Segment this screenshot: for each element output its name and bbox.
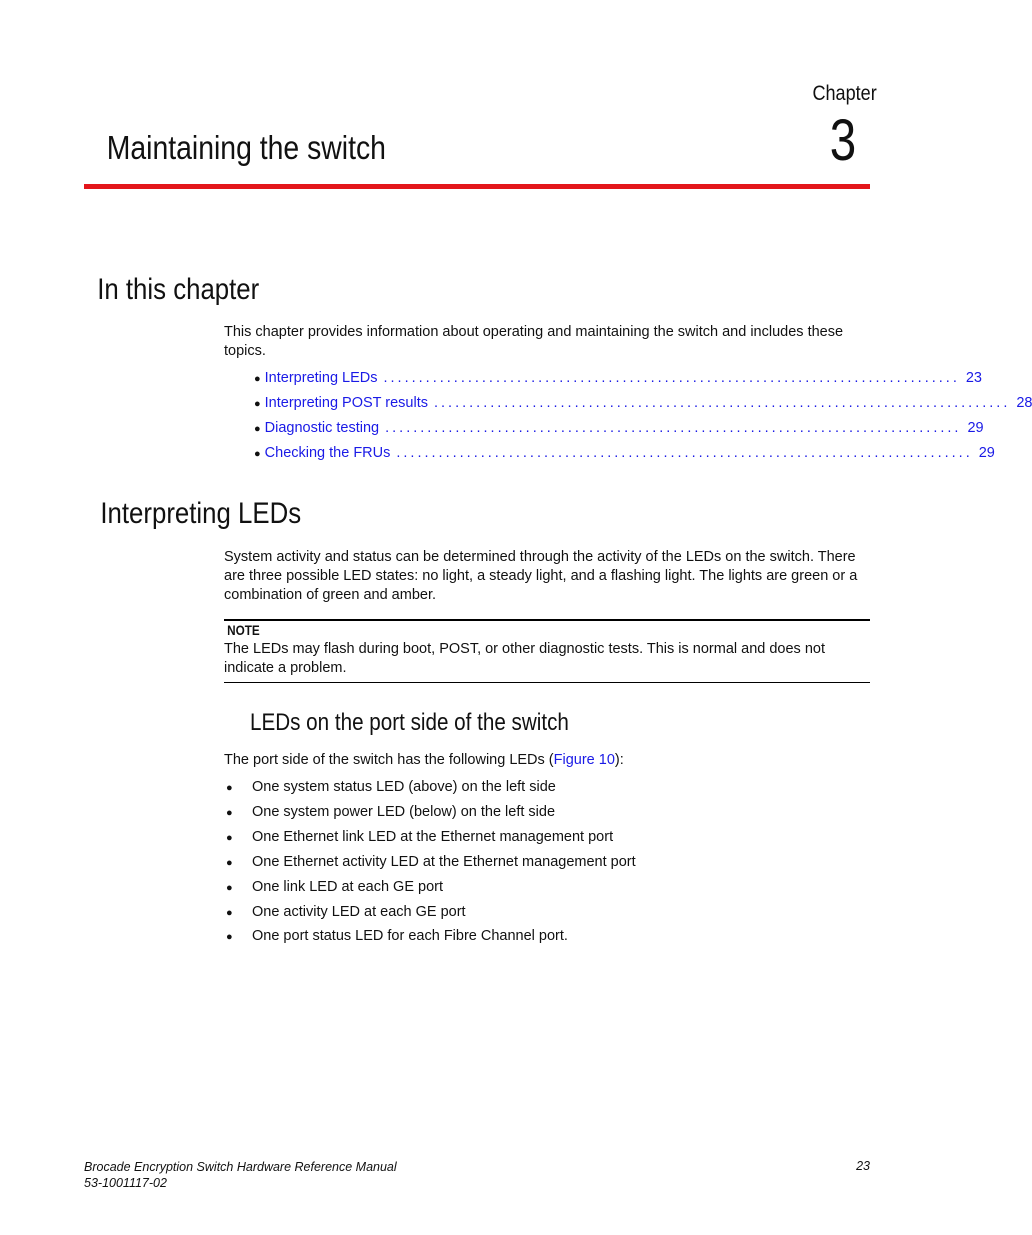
list-item-text: One system status LED (above) on the left side [252,779,556,795]
bullet-icon: ● [226,782,233,794]
port-intro-text-end: ): [614,752,624,768]
list-item [226,927,568,947]
toc-leader-dots: .................................................................................. [385,420,962,436]
footer-manual-title: Brocade Encryption Switch Hardware Reference Manual [84,1160,397,1174]
port-side-intro [224,751,624,770]
toc-entry-label[interactable]: Diagnostic testing [264,420,380,436]
bullet-icon: ● [254,423,261,435]
section-heading-interpreting-leds: Interpreting LEDs [100,497,302,530]
bullet-icon: ● [226,832,233,844]
list-item [226,903,466,923]
toc-entry-page[interactable]: 23 [965,370,982,386]
note-bottom-rule [224,682,870,683]
list-item [226,828,613,848]
port-intro-text: The port side of the switch has the following LEDs ( [224,752,554,768]
bullet-icon: ● [226,907,233,919]
bullet-icon: ● [226,931,233,943]
list-item-text: One system power LED (below) on the left side [252,804,556,820]
bullet-icon: ● [226,882,233,894]
list-item-text: One link LED at each GE port [252,879,444,895]
bullet-icon: ● [254,448,261,460]
toc-entry-page[interactable]: 28 [1016,395,1032,411]
toc-entry-label[interactable]: Interpreting POST results [264,395,428,411]
footer-page-number: 23 [856,1159,870,1173]
subsection-heading-port-side: LEDs on the port side of the switch [249,709,569,736]
section-heading-in-this-chapter: In this chapter [97,273,260,306]
list-item-text: One Ethernet link LED at the Ethernet management port [252,829,614,845]
bullet-icon: ● [226,807,233,819]
list-item-text: One activity LED at each GE port [252,904,466,920]
chapter-number: 3 [829,108,856,173]
bullet-icon: ● [226,857,233,869]
note-heading: NOTE [227,622,260,638]
toc-leader-dots: .................................................................................. [434,395,1011,411]
toc-entry-diagnostic-testing[interactable] [254,419,984,439]
chapter-label: Chapter [812,82,877,105]
list-item [226,803,555,823]
toc-entry-page[interactable]: 29 [978,445,995,461]
toc-entry-label[interactable]: Interpreting LEDs [264,370,378,386]
chapter-title-rule [84,184,870,189]
figure-10-link[interactable]: Figure 10 [553,752,615,768]
list-item-text: One Ethernet activity LED at the Ethernet management port [252,854,636,870]
note-top-rule [224,619,870,621]
toc-leader-dots: .................................................................................. [383,370,960,386]
chapter-title: Maintaining the switch [106,129,386,166]
toc-entry-interpreting-leds[interactable] [254,369,982,389]
bullet-icon: ● [254,373,261,385]
toc-entry-label[interactable]: Checking the FRUs [264,445,391,461]
leds-paragraph: System activity and status can be determined through the activity of the LEDs on the switch. There are three possible LED states: no light, a steady light, and a flashing light. The lights are green or a combination of green and amber. [224,549,858,603]
list-item-text: One port status LED for each Fibre Channel port. [252,928,568,944]
toc-entry-checking-the-frus[interactable] [254,444,995,464]
list-item [226,853,636,873]
toc-entry-page[interactable]: 29 [967,420,984,436]
note-text: The LEDs may flash during boot, POST, or other diagnostic tests. This is normal and does not indicate a problem. [224,641,825,676]
toc-leader-dots: .................................................................................. [396,445,973,461]
intro-paragraph: This chapter provides information about operating and maintaining the switch and includes these topics. [224,324,844,359]
bullet-icon: ● [254,398,261,410]
list-item [226,778,556,798]
footer-doc-number: 53-1001117-02 [84,1176,167,1190]
toc-entry-interpreting-post-results[interactable] [254,394,1032,414]
list-item [226,878,443,898]
